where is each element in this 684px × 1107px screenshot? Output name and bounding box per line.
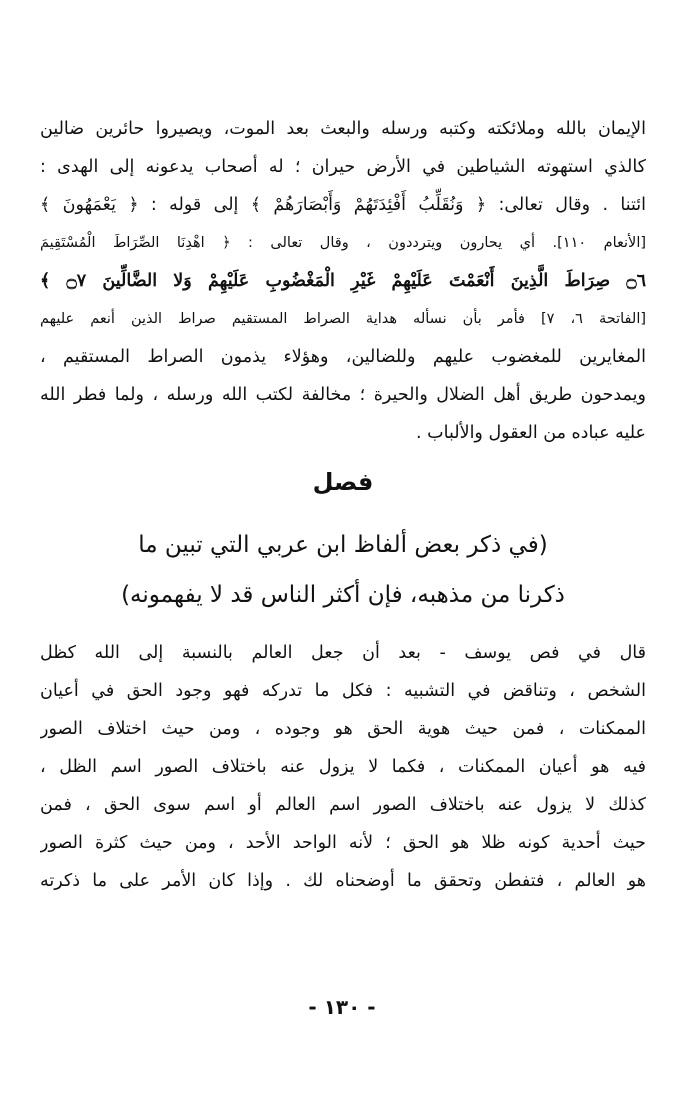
text-line: كذلك لا يزول عنه باختلاف الصور اسم العالم أو اسم سوى الحق ، فمن: [40, 795, 646, 815]
section-heading: [40, 468, 646, 512]
paragraph-ibn-arabi-quote: [40, 634, 646, 900]
text-line: حيث أحدية كونه ظلا هو الحق ؛ لأنه الواحد الأحد ، ومن حيث كثرة الصور: [40, 833, 646, 853]
page-body: [40, 110, 646, 900]
text-line: كالذي استهوته الشياطين في الأرض حيران ؛ له أصحاب يدعونه إلى الهدى :: [40, 157, 646, 177]
text-line: عليه عباده من العقول والألباب .: [416, 423, 646, 443]
text-line: [الفاتحة ٦، ٧] فأمر بأن نسأله هداية الصراط المستقيم صراط الذين أنعم عليهم: [40, 311, 646, 327]
section-subtitle: [40, 520, 646, 620]
text-line: قال في فص يوسف - بعد أن جعل العالم بالنسبة إلى الله كظل: [40, 643, 646, 663]
text-line: [الأنعام ١١٠]. أي يحارون ويترددون ، وقال تعالى : ﴿ اهْدِنَا الصِّرَاطَ الْمُسْتَقِيمَ: [40, 235, 646, 251]
page-number: - ١٣٠ -: [308, 995, 376, 1019]
text-line: المغايرين للمغضوب عليهم وللضالين، وهؤلاء يذمون الصراط المستقيم ،: [40, 347, 646, 367]
section-heading-label: فصل: [312, 468, 374, 496]
text-line: هو العالم ، فتفطن وتحقق ما أوضحناه لك . وإذا كان الأمر على ما ذكرته: [40, 871, 646, 891]
text-line: ويمدحون طريق أهل الضلال والحيرة ؛ مخالفة لكتب الله ورسله ، ولما فطر الله: [40, 385, 646, 405]
text-line: ائتنا . وقال تعالى: ﴿ وَنُقَلِّبُ أَفْئِدَتَهُمْ وَأَبْصَارَهُمْ ﴾ إلى قوله : ﴿ يَعْمَهُونَ ﴾: [40, 195, 646, 215]
paragraph-intro: [40, 110, 646, 452]
subtitle-line: ذكرنا من مذهبه، فإن أكثر الناس قد لا يفهمونه): [121, 582, 565, 608]
text-line: الشخص ، وتناقض في التشبيه : فكل ما تدركه فهو وجود الحق في أعيان: [40, 681, 646, 701]
text-line: الإيمان بالله وملائكته وكتبه ورسله والبعث بعد الموت، ويصيروا حائرين ضالين: [40, 119, 646, 139]
text-line: الممكنات ، فمن حيث هوية الحق هو وجوده ، ومن حيث اختلاف الصور: [40, 719, 646, 739]
subtitle-line: (في ذكر بعض ألفاظ ابن عربي التي تبين ما: [138, 532, 548, 558]
quran-verse-line: ۝٦ صِرَاطَ الَّذِينَ أَنْعَمْتَ عَلَيْهِمْ غَيْرِ الْمَغْضُوبِ عَلَيْهِمْ وَلا الضَّالِّينَ ۝٧ ﴾: [40, 271, 646, 291]
text-line: فيه هو أعيان الممكنات ، فكما لا يزول عنه باختلاف الصور اسم الظل ،: [40, 757, 646, 777]
